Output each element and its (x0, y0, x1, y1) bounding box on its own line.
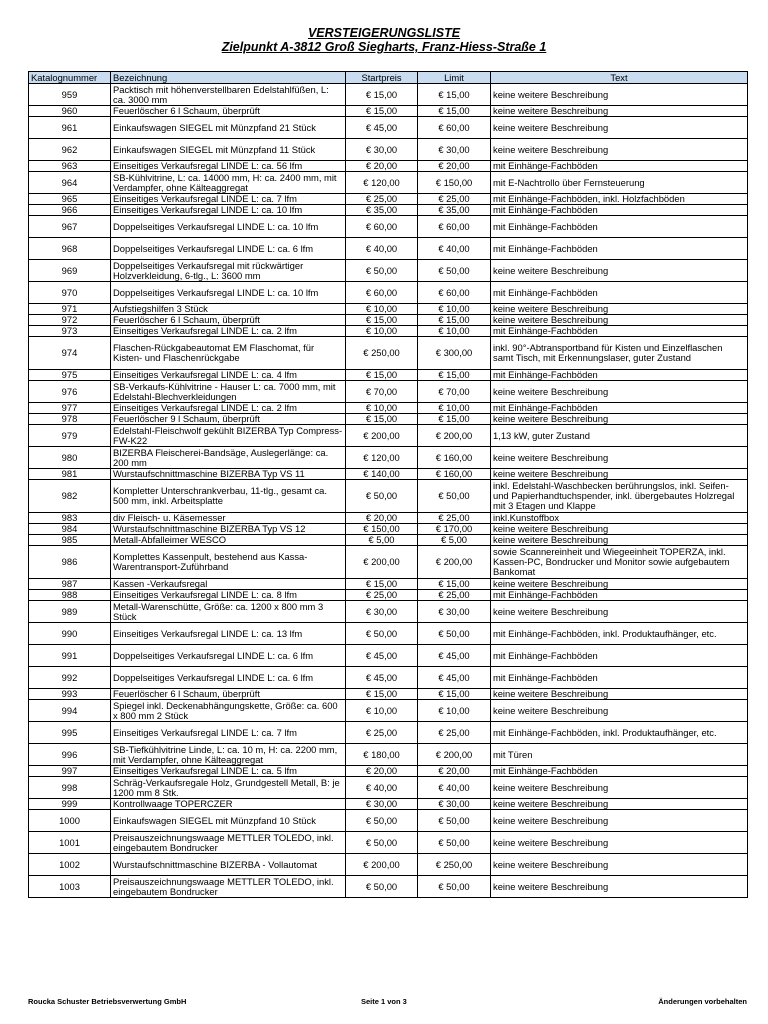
cell-limit: € 30,00 (418, 601, 491, 623)
cell-startpreis: € 50,00 (346, 810, 418, 832)
cell-text: mit Einhänge-Fachböden (491, 161, 748, 172)
cell-limit: € 50,00 (418, 623, 491, 645)
cell-katalognummer: 979 (29, 425, 111, 447)
cell-text: keine weitere Beschreibung (491, 84, 748, 106)
document-title: VERSTEIGERUNGSLISTE (307, 26, 461, 40)
cell-text: mit Einhänge-Fachböden (491, 238, 748, 260)
cell-katalognummer: 961 (29, 117, 111, 139)
cell-text: keine weitere Beschreibung (491, 799, 748, 810)
cell-text: mit Einhänge-Fachböden (491, 282, 748, 304)
cell-startpreis: € 45,00 (346, 667, 418, 689)
cell-bezeichnung: Doppelseitiges Verkaufsregal LINDE L: ca. 6 lfm (111, 667, 346, 689)
cell-bezeichnung: Kassen -Verkaufsregal (111, 579, 346, 590)
table-row (29, 777, 748, 799)
cell-startpreis: € 15,00 (346, 579, 418, 590)
table-row (29, 601, 748, 623)
cell-text: keine weitere Beschreibung (491, 447, 748, 469)
cell-katalognummer: 992 (29, 667, 111, 689)
cell-bezeichnung: Einkaufswagen SIEGEL mit Münzpfand 11 Stück (111, 139, 346, 161)
cell-bezeichnung: Metall-Abfalleimer WESCO (111, 535, 346, 546)
cell-startpreis: € 15,00 (346, 315, 418, 326)
cell-katalognummer: 997 (29, 766, 111, 777)
cell-limit: € 50,00 (418, 480, 491, 513)
cell-katalognummer: 986 (29, 546, 111, 579)
cell-bezeichnung: Feuerlöscher 6 l Schaum, überprüft (111, 106, 346, 117)
table-row (29, 535, 748, 546)
cell-katalognummer: 971 (29, 304, 111, 315)
cell-bezeichnung: Aufstiegshilfen 3 Stück (111, 304, 346, 315)
cell-startpreis: € 40,00 (346, 238, 418, 260)
cell-limit: € 15,00 (418, 84, 491, 106)
col-header-startpreis: Startpreis (346, 72, 418, 84)
cell-startpreis: € 10,00 (346, 326, 418, 337)
cell-startpreis: € 50,00 (346, 876, 418, 898)
cell-startpreis: € 15,00 (346, 106, 418, 117)
cell-katalognummer: 962 (29, 139, 111, 161)
cell-startpreis: € 50,00 (346, 832, 418, 854)
cell-startpreis: € 20,00 (346, 513, 418, 524)
cell-limit: € 25,00 (418, 590, 491, 601)
cell-startpreis: € 60,00 (346, 216, 418, 238)
cell-bezeichnung: Einseitiges Verkaufsregal LINDE L: ca. 10 lfm (111, 205, 346, 216)
cell-limit: € 10,00 (418, 304, 491, 315)
cell-startpreis: € 50,00 (346, 480, 418, 513)
cell-startpreis: € 20,00 (346, 161, 418, 172)
cell-limit: € 170,00 (418, 524, 491, 535)
cell-startpreis: € 60,00 (346, 282, 418, 304)
cell-startpreis: € 10,00 (346, 700, 418, 722)
cell-bezeichnung: Doppelseitiges Verkaufsregal LINDE L: ca. 6 lfm (111, 645, 346, 667)
cell-text: keine weitere Beschreibung (491, 689, 748, 700)
footer-page: Seite 1 von 3 (361, 997, 407, 1006)
cell-limit: € 60,00 (418, 216, 491, 238)
cell-katalognummer: 996 (29, 744, 111, 766)
cell-bezeichnung: Einseitiges Verkaufsregal LINDE L: ca. 7 lfm (111, 722, 346, 744)
cell-katalognummer: 985 (29, 535, 111, 546)
cell-katalognummer: 993 (29, 689, 111, 700)
auction-table (28, 71, 748, 898)
cell-text: keine weitere Beschreibung (491, 810, 748, 832)
table-row (29, 513, 748, 524)
cell-text: sowie Scannereinheit und Wiegeeinheit TOPERZA, inkl. Kassen-PC, Bondrucker und Monitor sowie aufgebautem Bankomat (491, 546, 748, 579)
cell-text: keine weitere Beschreibung (491, 601, 748, 623)
cell-text: inkl. 90°-Abtransportband für Kisten und Einzelflaschen samt Tisch, mit Erkennungslaser, guter Zustand (491, 337, 748, 370)
cell-text: mit Einhänge-Fachböden (491, 205, 748, 216)
cell-katalognummer: 1003 (29, 876, 111, 898)
table-row (29, 579, 748, 590)
cell-limit: € 50,00 (418, 260, 491, 282)
cell-startpreis: € 250,00 (346, 337, 418, 370)
cell-bezeichnung: Kontrollwaage TOPERCZER (111, 799, 346, 810)
cell-katalognummer: 969 (29, 260, 111, 282)
cell-bezeichnung: Einkaufswagen SIEGEL mit Münzpfand 21 Stück (111, 117, 346, 139)
cell-limit: € 15,00 (418, 689, 491, 700)
cell-text: mit Einhänge-Fachböden (491, 370, 748, 381)
table-row (29, 744, 748, 766)
cell-katalognummer: 963 (29, 161, 111, 172)
cell-limit: € 35,00 (418, 205, 491, 216)
cell-text: keine weitere Beschreibung (491, 854, 748, 876)
table-row (29, 876, 748, 898)
cell-startpreis: € 45,00 (346, 645, 418, 667)
cell-text: mit E-Nachtrollo über Fernsteuerung (491, 172, 748, 194)
cell-katalognummer: 960 (29, 106, 111, 117)
cell-limit: € 40,00 (418, 777, 491, 799)
cell-katalognummer: 977 (29, 403, 111, 414)
cell-startpreis: € 10,00 (346, 304, 418, 315)
cell-limit: € 5,00 (418, 535, 491, 546)
cell-startpreis: € 5,00 (346, 535, 418, 546)
table-row (29, 282, 748, 304)
cell-limit: € 160,00 (418, 447, 491, 469)
cell-text: mit Einhänge-Fachböden (491, 326, 748, 337)
cell-bezeichnung: Doppelseitiges Verkaufsregal LINDE L: ca. 10 lfm (111, 216, 346, 238)
cell-limit: € 10,00 (418, 326, 491, 337)
cell-limit: € 250,00 (418, 854, 491, 876)
cell-katalognummer: 988 (29, 590, 111, 601)
cell-limit: € 25,00 (418, 722, 491, 744)
table-row (29, 524, 748, 535)
cell-bezeichnung: Preisauszeichnungswaage METTLER TOLEDO, inkl. eingebautem Bondrucker (111, 876, 346, 898)
cell-startpreis: € 50,00 (346, 623, 418, 645)
table-row (29, 645, 748, 667)
cell-startpreis: € 200,00 (346, 546, 418, 579)
table-row (29, 667, 748, 689)
cell-bezeichnung: Doppelseitiges Verkaufsregal LINDE L: ca. 10 lfm (111, 282, 346, 304)
cell-katalognummer: 980 (29, 447, 111, 469)
cell-text: keine weitere Beschreibung (491, 700, 748, 722)
cell-limit: € 60,00 (418, 117, 491, 139)
table-row (29, 260, 748, 282)
cell-katalognummer: 978 (29, 414, 111, 425)
table-row (29, 216, 748, 238)
table-row (29, 832, 748, 854)
cell-bezeichnung: Einseitiges Verkaufsregal LINDE L: ca. 7 lfm (111, 194, 346, 205)
cell-limit: € 45,00 (418, 645, 491, 667)
footer-note: Änderungen vorbehalten (658, 997, 747, 1006)
cell-startpreis: € 40,00 (346, 777, 418, 799)
table-row (29, 414, 748, 425)
cell-limit: € 10,00 (418, 403, 491, 414)
table-row (29, 172, 748, 194)
cell-text: inkl. Edelstahl-Waschbecken berührungslos, inkl. Seifen- und Papierhandtuchspender, inkl. übergebautes Holzregal mit 3 Etagen und Klappe (491, 480, 748, 513)
cell-bezeichnung: Edelstahl-Fleischwolf gekühlt BIZERBA Typ Compress-FW-K22 (111, 425, 346, 447)
table-row (29, 810, 748, 832)
cell-startpreis: € 180,00 (346, 744, 418, 766)
cell-limit: € 200,00 (418, 744, 491, 766)
table-row (29, 304, 748, 315)
col-header-text: Text (491, 72, 748, 84)
cell-startpreis: € 50,00 (346, 260, 418, 282)
cell-startpreis: € 30,00 (346, 601, 418, 623)
cell-text: keine weitere Beschreibung (491, 832, 748, 854)
cell-katalognummer: 987 (29, 579, 111, 590)
table-row (29, 854, 748, 876)
table-row (29, 381, 748, 403)
cell-bezeichnung: Schräg-Verkaufsregale Holz, Grundgestell Metall, B: je 1200 mm 8 Stk. (111, 777, 346, 799)
cell-startpreis: € 30,00 (346, 799, 418, 810)
footer-company: Roucka Schuster Betriebsverwertung GmbH (28, 997, 187, 1006)
cell-text: keine weitere Beschreibung (491, 524, 748, 535)
cell-bezeichnung: Feuerlöscher 6 l Schaum, überprüft (111, 689, 346, 700)
table-row (29, 722, 748, 744)
cell-limit: € 15,00 (418, 370, 491, 381)
cell-text: mit Einhänge-Fachböden (491, 766, 748, 777)
cell-bezeichnung: Einseitiges Verkaufsregal LINDE L: ca. 4 lfm (111, 370, 346, 381)
table-row (29, 403, 748, 414)
cell-startpreis: € 15,00 (346, 689, 418, 700)
cell-startpreis: € 150,00 (346, 524, 418, 535)
table-row (29, 84, 748, 106)
document-subtitle: Zielpunkt A-3812 Groß Siegharts, Franz-Hiess-Straße 1 (221, 40, 547, 54)
cell-katalognummer: 973 (29, 326, 111, 337)
cell-startpreis: € 45,00 (346, 117, 418, 139)
cell-bezeichnung: Preisauszeichnungswaage METTLER TOLEDO, inkl. eingebautem Bondrucker (111, 832, 346, 854)
cell-limit: € 50,00 (418, 832, 491, 854)
cell-text: mit Einhänge-Fachböden (491, 667, 748, 689)
table-row (29, 315, 748, 326)
cell-limit: € 150,00 (418, 172, 491, 194)
table-row (29, 238, 748, 260)
cell-text: mit Einhänge-Fachböden, inkl. Produktaufhänger, etc. (491, 623, 748, 645)
cell-limit: € 10,00 (418, 700, 491, 722)
cell-bezeichnung: Einseitiges Verkaufsregal LINDE L: ca. 8 lfm (111, 590, 346, 601)
cell-katalognummer: 974 (29, 337, 111, 370)
cell-startpreis: € 30,00 (346, 139, 418, 161)
table-row (29, 766, 748, 777)
col-header-bezeichnung: Bezeichnung (111, 72, 346, 84)
table-row (29, 590, 748, 601)
cell-startpreis: € 25,00 (346, 194, 418, 205)
cell-limit: € 60,00 (418, 282, 491, 304)
cell-text: keine weitere Beschreibung (491, 315, 748, 326)
cell-limit: € 70,00 (418, 381, 491, 403)
cell-startpreis: € 15,00 (346, 84, 418, 106)
cell-text: 1,13 kW, guter Zustand (491, 425, 748, 447)
cell-katalognummer: 981 (29, 469, 111, 480)
cell-limit: € 25,00 (418, 194, 491, 205)
cell-bezeichnung: Doppelseitiges Verkaufsregal mit rückwärtiger Holzverkleidung, 6-tlg., L: 3600 mm (111, 260, 346, 282)
cell-bezeichnung: Feuerlöscher 9 l Schaum, überprüft (111, 414, 346, 425)
cell-limit: € 15,00 (418, 579, 491, 590)
table-row (29, 326, 748, 337)
cell-text: keine weitere Beschreibung (491, 117, 748, 139)
table-row (29, 469, 748, 480)
cell-limit: € 50,00 (418, 876, 491, 898)
cell-katalognummer: 999 (29, 799, 111, 810)
table-row (29, 425, 748, 447)
cell-text: mit Einhänge-Fachböden, inkl. Produktaufhänger, etc. (491, 722, 748, 744)
table-row (29, 700, 748, 722)
cell-startpreis: € 120,00 (346, 172, 418, 194)
cell-katalognummer: 970 (29, 282, 111, 304)
cell-text: keine weitere Beschreibung (491, 106, 748, 117)
cell-katalognummer: 995 (29, 722, 111, 744)
cell-text: keine weitere Beschreibung (491, 876, 748, 898)
cell-startpreis: € 25,00 (346, 590, 418, 601)
col-header-limit: Limit (418, 72, 491, 84)
cell-bezeichnung: Einseitiges Verkaufsregal LINDE L: ca. 13 lfm (111, 623, 346, 645)
table-row (29, 117, 748, 139)
cell-bezeichnung: Kompletter Unterschrankverbau, 11-tlg., gesamt ca. 500 mm, inkl. Arbeitsplatte (111, 480, 346, 513)
cell-bezeichnung: Einseitiges Verkaufsregal LINDE L: ca. 56 lfm (111, 161, 346, 172)
cell-startpreis: € 15,00 (346, 414, 418, 425)
cell-startpreis: € 200,00 (346, 854, 418, 876)
col-header-katalognummer: Katalognummer (29, 72, 111, 84)
cell-bezeichnung: Wurstaufschnittmaschine BIZERBA Typ VS 11 (111, 469, 346, 480)
cell-text: mit Einhänge-Fachböden (491, 645, 748, 667)
cell-limit: € 200,00 (418, 425, 491, 447)
cell-katalognummer: 976 (29, 381, 111, 403)
cell-bezeichnung: Metall-Warenschütte, Größe: ca. 1200 x 800 mm 3 Stück (111, 601, 346, 623)
cell-bezeichnung: Einseitiges Verkaufsregal LINDE L: ca. 2 lfm (111, 403, 346, 414)
cell-katalognummer: 989 (29, 601, 111, 623)
table-row (29, 546, 748, 579)
cell-katalognummer: 983 (29, 513, 111, 524)
cell-text: keine weitere Beschreibung (491, 139, 748, 161)
cell-startpreis: € 70,00 (346, 381, 418, 403)
cell-katalognummer: 972 (29, 315, 111, 326)
table-body (29, 84, 748, 898)
cell-startpreis: € 200,00 (346, 425, 418, 447)
cell-startpreis: € 140,00 (346, 469, 418, 480)
cell-text: mit Einhänge-Fachböden (491, 216, 748, 238)
cell-bezeichnung: Feuerlöscher 6 l Schaum, überprüft (111, 315, 346, 326)
cell-limit: € 45,00 (418, 667, 491, 689)
cell-bezeichnung: div Fleisch- u. Käsemesser (111, 513, 346, 524)
cell-katalognummer: 965 (29, 194, 111, 205)
cell-katalognummer: 998 (29, 777, 111, 799)
cell-katalognummer: 1002 (29, 854, 111, 876)
cell-katalognummer: 994 (29, 700, 111, 722)
cell-limit: € 20,00 (418, 766, 491, 777)
cell-text: keine weitere Beschreibung (491, 579, 748, 590)
cell-bezeichnung: Spiegel inkl. Deckenabhängungskette, Größe: ca. 600 x 800 mm 2 Stück (111, 700, 346, 722)
cell-bezeichnung: SB-Verkaufs-Kühlvitrine - Hauser L: ca. 7000 mm, mit Edelstahl-Blechverkleidungen (111, 381, 346, 403)
cell-katalognummer: 966 (29, 205, 111, 216)
cell-bezeichnung: SB-Kühlvitrine, L: ca. 14000 mm, H: ca. 2400 mm, mit Verdampfer, ohne Kälteaggregat (111, 172, 346, 194)
cell-text: keine weitere Beschreibung (491, 260, 748, 282)
cell-katalognummer: 982 (29, 480, 111, 513)
cell-startpreis: € 15,00 (346, 370, 418, 381)
cell-bezeichnung: Doppelseitiges Verkaufsregal LINDE L: ca. 6 lfm (111, 238, 346, 260)
table-row (29, 799, 748, 810)
cell-limit: € 30,00 (418, 139, 491, 161)
cell-katalognummer: 967 (29, 216, 111, 238)
cell-text: inkl.Kunstoffbox (491, 513, 748, 524)
cell-bezeichnung: Einseitiges Verkaufsregal LINDE L: ca. 2 lfm (111, 326, 346, 337)
table-row (29, 337, 748, 370)
cell-katalognummer: 990 (29, 623, 111, 645)
cell-text: keine weitere Beschreibung (491, 304, 748, 315)
cell-text: keine weitere Beschreibung (491, 414, 748, 425)
cell-katalognummer: 991 (29, 645, 111, 667)
cell-startpreis: € 25,00 (346, 722, 418, 744)
cell-limit: € 50,00 (418, 810, 491, 832)
table-row (29, 370, 748, 381)
table-row (29, 161, 748, 172)
cell-limit: € 200,00 (418, 546, 491, 579)
cell-bezeichnung: Einkaufswagen SIEGEL mit Münzpfand 10 Stück (111, 810, 346, 832)
cell-limit: € 300,00 (418, 337, 491, 370)
cell-bezeichnung: Packtisch mit höhenverstellbaren Edelstahlfüßen, L: ca. 3000 mm (111, 84, 346, 106)
cell-katalognummer: 1001 (29, 832, 111, 854)
cell-limit: € 25,00 (418, 513, 491, 524)
cell-text: mit Türen (491, 744, 748, 766)
cell-startpreis: € 20,00 (346, 766, 418, 777)
cell-bezeichnung: Wurstaufschnittmaschine BIZERBA - Vollautomat (111, 854, 346, 876)
table-row (29, 194, 748, 205)
cell-katalognummer: 1000 (29, 810, 111, 832)
cell-katalognummer: 975 (29, 370, 111, 381)
cell-limit: € 40,00 (418, 238, 491, 260)
cell-text: keine weitere Beschreibung (491, 535, 748, 546)
cell-bezeichnung: Flaschen-Rückgabeautomat EM Flaschomat, für Kisten- und Flaschenrückgabe (111, 337, 346, 370)
table-row (29, 205, 748, 216)
cell-text: keine weitere Beschreibung (491, 381, 748, 403)
cell-katalognummer: 959 (29, 84, 111, 106)
table-row (29, 689, 748, 700)
table-header-row (29, 72, 748, 84)
cell-bezeichnung: BIZERBA Fleischerei-Bandsäge, Auslegerlänge: ca. 200 mm (111, 447, 346, 469)
cell-limit: € 15,00 (418, 315, 491, 326)
cell-text: mit Einhänge-Fachböden (491, 403, 748, 414)
table-row (29, 139, 748, 161)
cell-bezeichnung: Komplettes Kassenpult, bestehend aus Kassa-Warentransport-Zuführband (111, 546, 346, 579)
cell-text: mit Einhänge-Fachböden (491, 590, 748, 601)
cell-katalognummer: 968 (29, 238, 111, 260)
cell-text: mit Einhänge-Fachböden, inkl. Holzfachböden (491, 194, 748, 205)
cell-katalognummer: 984 (29, 524, 111, 535)
cell-limit: € 15,00 (418, 414, 491, 425)
table-row (29, 106, 748, 117)
cell-text: keine weitere Beschreibung (491, 469, 748, 480)
table-row (29, 447, 748, 469)
cell-startpreis: € 35,00 (346, 205, 418, 216)
cell-bezeichnung: Einseitiges Verkaufsregal LINDE L: ca. 5 lfm (111, 766, 346, 777)
cell-bezeichnung: SB-Tiefkühlvitrine Linde, L: ca. 10 m, H: ca. 2200 mm, mit Verdampfer, ohne Kälteaggregat (111, 744, 346, 766)
cell-startpreis: € 10,00 (346, 403, 418, 414)
cell-limit: € 160,00 (418, 469, 491, 480)
table-row (29, 623, 748, 645)
table-row (29, 480, 748, 513)
cell-text: keine weitere Beschreibung (491, 777, 748, 799)
cell-limit: € 20,00 (418, 161, 491, 172)
cell-bezeichnung: Wurstaufschnittmaschine BIZERBA Typ VS 12 (111, 524, 346, 535)
cell-limit: € 30,00 (418, 799, 491, 810)
cell-katalognummer: 964 (29, 172, 111, 194)
cell-startpreis: € 120,00 (346, 447, 418, 469)
cell-limit: € 15,00 (418, 106, 491, 117)
